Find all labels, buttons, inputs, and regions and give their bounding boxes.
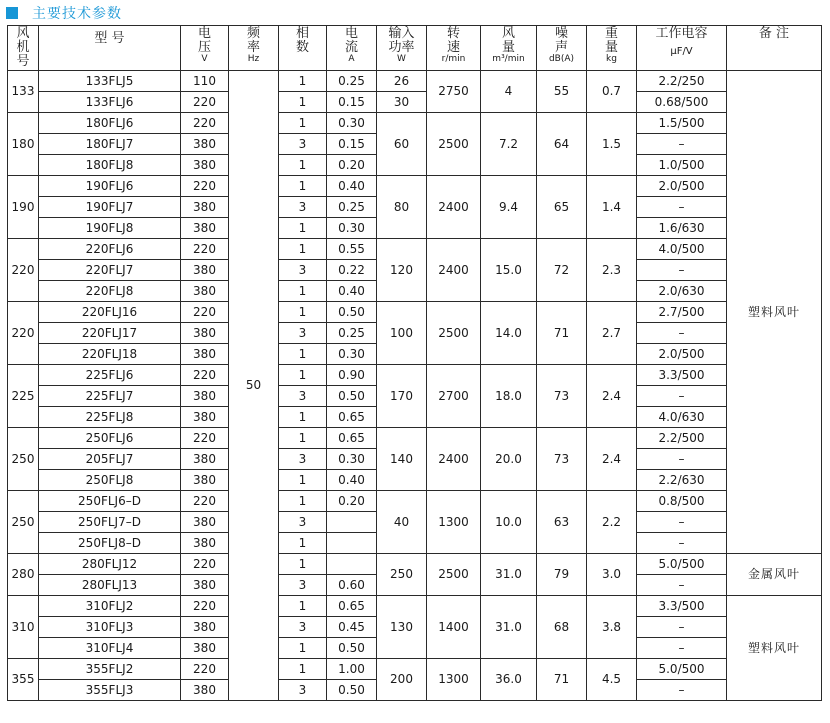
- voltage-cell: 220: [181, 554, 229, 575]
- model-cell: 190FLJ7: [39, 197, 181, 218]
- phase-cell: 1: [279, 71, 327, 92]
- speed-cell: 2500: [427, 554, 481, 596]
- model-cell: 205FLJ7: [39, 449, 181, 470]
- fan-number-cell: 250: [8, 428, 39, 491]
- section-title-text: 主要技术参数: [32, 6, 122, 22]
- current-cell: 0.55: [327, 239, 377, 260]
- model-cell: 180FLJ7: [39, 134, 181, 155]
- airflow-cell: 4: [481, 71, 537, 113]
- current-cell: 0.50: [327, 386, 377, 407]
- header-power: 输入 功率 W: [377, 26, 427, 71]
- power-cell: 120: [377, 239, 427, 302]
- phase-cell: 1: [279, 155, 327, 176]
- capacitor-cell: 2.0/500: [637, 344, 727, 365]
- capacitor-cell: 2.2/630: [637, 470, 727, 491]
- frequency-cell: 50: [229, 71, 279, 701]
- fan-number-cell: 280: [8, 554, 39, 596]
- noise-cell: 73: [537, 428, 587, 491]
- model-cell: 190FLJ6: [39, 176, 181, 197]
- model-cell: 220FLJ7: [39, 260, 181, 281]
- fan-number-cell: 355: [8, 659, 39, 701]
- capacitor-cell: 2.2/500: [637, 428, 727, 449]
- phase-cell: 1: [279, 428, 327, 449]
- current-cell: 0.25: [327, 323, 377, 344]
- power-cell: 60: [377, 113, 427, 176]
- phase-cell: 3: [279, 575, 327, 596]
- model-cell: 133FLJ5: [39, 71, 181, 92]
- current-cell: 1.00: [327, 659, 377, 680]
- weight-cell: 1.4: [587, 176, 637, 239]
- weight-cell: 3.8: [587, 596, 637, 659]
- model-cell: 180FLJ6: [39, 113, 181, 134]
- table-row: [8, 596, 822, 617]
- phase-cell: 1: [279, 596, 327, 617]
- weight-cell: 2.2: [587, 491, 637, 554]
- capacitor-cell: 2.2/250: [637, 71, 727, 92]
- voltage-cell: 380: [181, 449, 229, 470]
- header-speed: 转 速 r/min: [427, 26, 481, 71]
- current-cell: 0.15: [327, 92, 377, 113]
- airflow-cell: 10.0: [481, 491, 537, 554]
- current-cell: 0.90: [327, 365, 377, 386]
- capacitor-cell: –: [637, 260, 727, 281]
- voltage-cell: 220: [181, 92, 229, 113]
- voltage-cell: 220: [181, 596, 229, 617]
- weight-cell: 4.5: [587, 659, 637, 701]
- model-cell: 310FLJ2: [39, 596, 181, 617]
- power-cell: 40: [377, 491, 427, 554]
- header-current: 电 流 A: [327, 26, 377, 71]
- phase-cell: 1: [279, 239, 327, 260]
- power-cell: 170: [377, 365, 427, 428]
- phase-cell: 3: [279, 617, 327, 638]
- fan-number-cell: 220: [8, 302, 39, 365]
- table-row: [8, 92, 822, 113]
- phase-cell: 1: [279, 176, 327, 197]
- capacitor-cell: 1.0/500: [637, 155, 727, 176]
- phase-cell: 3: [279, 134, 327, 155]
- current-cell: 0.45: [327, 617, 377, 638]
- voltage-cell: 380: [181, 680, 229, 701]
- capacitor-cell: 2.0/630: [637, 281, 727, 302]
- model-cell: 355FLJ3: [39, 680, 181, 701]
- weight-cell: 1.5: [587, 113, 637, 176]
- remark-cell: 金属风叶: [727, 554, 822, 596]
- speed-cell: 1400: [427, 596, 481, 659]
- speed-cell: 2400: [427, 176, 481, 239]
- current-cell: 0.65: [327, 407, 377, 428]
- capacitor-cell: 1.5/500: [637, 113, 727, 134]
- airflow-cell: 31.0: [481, 554, 537, 596]
- voltage-cell: 220: [181, 302, 229, 323]
- speed-cell: 2500: [427, 113, 481, 176]
- table-row: [8, 113, 822, 134]
- airflow-cell: 14.0: [481, 302, 537, 365]
- current-cell: 0.30: [327, 113, 377, 134]
- phase-cell: 1: [279, 638, 327, 659]
- current-cell: [327, 533, 377, 554]
- current-cell: 0.25: [327, 71, 377, 92]
- capacitor-cell: 0.68/500: [637, 92, 727, 113]
- voltage-cell: 220: [181, 176, 229, 197]
- header-model: 型 号: [39, 26, 181, 71]
- voltage-cell: 220: [181, 659, 229, 680]
- current-cell: 0.40: [327, 176, 377, 197]
- voltage-cell: 380: [181, 281, 229, 302]
- model-cell: 220FLJ18: [39, 344, 181, 365]
- capacitor-cell: –: [637, 533, 727, 554]
- table-row: [8, 239, 822, 260]
- capacitor-cell: –: [637, 680, 727, 701]
- phase-cell: 1: [279, 365, 327, 386]
- speed-cell: 1300: [427, 659, 481, 701]
- phase-cell: 3: [279, 449, 327, 470]
- fan-number-cell: 310: [8, 596, 39, 659]
- capacitor-cell: 3.3/500: [637, 596, 727, 617]
- fan-number-cell: 180: [8, 113, 39, 176]
- capacitor-cell: –: [637, 638, 727, 659]
- remark-cell: 塑料风叶: [727, 71, 822, 554]
- airflow-cell: 7.2: [481, 113, 537, 176]
- capacitor-cell: –: [637, 323, 727, 344]
- voltage-cell: 380: [181, 638, 229, 659]
- table-row: [8, 302, 822, 323]
- voltage-cell: 380: [181, 617, 229, 638]
- voltage-cell: 380: [181, 575, 229, 596]
- title-square-icon: [6, 7, 18, 19]
- voltage-cell: 380: [181, 344, 229, 365]
- noise-cell: 72: [537, 239, 587, 302]
- speed-cell: 2400: [427, 428, 481, 491]
- current-cell: 0.40: [327, 470, 377, 491]
- airflow-cell: 9.4: [481, 176, 537, 239]
- section-title: [6, 3, 122, 23]
- phase-cell: 1: [279, 554, 327, 575]
- phase-cell: 1: [279, 491, 327, 512]
- voltage-cell: 380: [181, 533, 229, 554]
- model-cell: 180FLJ8: [39, 155, 181, 176]
- header-phase: 相 数: [279, 26, 327, 71]
- weight-cell: 3.0: [587, 554, 637, 596]
- table-row: [8, 176, 822, 197]
- speed-cell: 1300: [427, 491, 481, 554]
- noise-cell: 73: [537, 365, 587, 428]
- capacitor-cell: –: [637, 575, 727, 596]
- capacitor-cell: 5.0/500: [637, 659, 727, 680]
- airflow-cell: 31.0: [481, 596, 537, 659]
- speed-cell: 2500: [427, 302, 481, 365]
- voltage-cell: 380: [181, 470, 229, 491]
- noise-cell: 55: [537, 71, 587, 113]
- spec-table: [7, 25, 822, 701]
- model-cell: 250FLJ8–D: [39, 533, 181, 554]
- current-cell: 0.50: [327, 302, 377, 323]
- table-row: [8, 659, 822, 680]
- fan-number-cell: 133: [8, 71, 39, 113]
- phase-cell: 1: [279, 659, 327, 680]
- voltage-cell: 380: [181, 407, 229, 428]
- header-voltage: 电 压 V: [181, 26, 229, 71]
- capacitor-cell: 2.7/500: [637, 302, 727, 323]
- weight-cell: 2.4: [587, 428, 637, 491]
- table-row: [8, 428, 822, 449]
- capacitor-cell: 3.3/500: [637, 365, 727, 386]
- current-cell: 0.22: [327, 260, 377, 281]
- current-cell: [327, 512, 377, 533]
- phase-cell: 1: [279, 533, 327, 554]
- airflow-cell: 15.0: [481, 239, 537, 302]
- current-cell: 0.15: [327, 134, 377, 155]
- airflow-cell: 36.0: [481, 659, 537, 701]
- current-cell: 0.25: [327, 197, 377, 218]
- capacitor-cell: –: [637, 449, 727, 470]
- fan-number-cell: 220: [8, 239, 39, 302]
- capacitor-cell: 4.0/630: [637, 407, 727, 428]
- table-row: [8, 365, 822, 386]
- voltage-cell: 380: [181, 512, 229, 533]
- header-weight: 重 量 kg: [587, 26, 637, 71]
- fan-number-cell: 190: [8, 176, 39, 239]
- model-cell: 225FLJ8: [39, 407, 181, 428]
- noise-cell: 71: [537, 659, 587, 701]
- capacitor-cell: 0.8/500: [637, 491, 727, 512]
- remark-cell: 塑料风叶: [727, 596, 822, 701]
- voltage-cell: 220: [181, 491, 229, 512]
- voltage-cell: 380: [181, 197, 229, 218]
- phase-cell: 3: [279, 323, 327, 344]
- fan-number-cell: 250: [8, 491, 39, 554]
- capacitor-cell: –: [637, 386, 727, 407]
- power-cell: 100: [377, 302, 427, 365]
- voltage-cell: 380: [181, 323, 229, 344]
- current-cell: 0.40: [327, 281, 377, 302]
- header-capacitor: 工作电容 μF/V: [637, 26, 727, 71]
- airflow-cell: 20.0: [481, 428, 537, 491]
- model-cell: 225FLJ6: [39, 365, 181, 386]
- weight-cell: 2.4: [587, 365, 637, 428]
- weight-cell: 2.3: [587, 239, 637, 302]
- voltage-cell: 380: [181, 155, 229, 176]
- current-cell: 0.20: [327, 155, 377, 176]
- capacitor-cell: 5.0/500: [637, 554, 727, 575]
- header-remark: 备 注: [727, 26, 822, 71]
- phase-cell: 1: [279, 407, 327, 428]
- phase-cell: 3: [279, 260, 327, 281]
- current-cell: 0.50: [327, 680, 377, 701]
- noise-cell: 68: [537, 596, 587, 659]
- capacitor-cell: 2.0/500: [637, 176, 727, 197]
- phase-cell: 3: [279, 512, 327, 533]
- capacitor-cell: –: [637, 617, 727, 638]
- airflow-cell: 18.0: [481, 365, 537, 428]
- noise-cell: 71: [537, 302, 587, 365]
- phase-cell: 1: [279, 281, 327, 302]
- voltage-cell: 220: [181, 113, 229, 134]
- phase-cell: 3: [279, 197, 327, 218]
- phase-cell: 1: [279, 218, 327, 239]
- table-body: [8, 71, 822, 701]
- speed-cell: 2750: [427, 71, 481, 113]
- phase-cell: 3: [279, 680, 327, 701]
- current-cell: 0.30: [327, 449, 377, 470]
- voltage-cell: 380: [181, 134, 229, 155]
- fan-number-cell: 225: [8, 365, 39, 428]
- model-cell: 220FLJ8: [39, 281, 181, 302]
- current-cell: 0.60: [327, 575, 377, 596]
- phase-cell: 1: [279, 113, 327, 134]
- current-cell: 0.20: [327, 491, 377, 512]
- capacitor-cell: 4.0/500: [637, 239, 727, 260]
- weight-cell: 0.7: [587, 71, 637, 113]
- model-cell: 220FLJ17: [39, 323, 181, 344]
- power-cell: 200: [377, 659, 427, 701]
- voltage-cell: 380: [181, 386, 229, 407]
- speed-cell: 2700: [427, 365, 481, 428]
- phase-cell: 1: [279, 92, 327, 113]
- current-cell: 0.65: [327, 428, 377, 449]
- model-cell: 250FLJ6–D: [39, 491, 181, 512]
- current-cell: [327, 554, 377, 575]
- model-cell: 190FLJ8: [39, 218, 181, 239]
- noise-cell: 65: [537, 176, 587, 239]
- current-cell: 0.30: [327, 344, 377, 365]
- model-cell: 355FLJ2: [39, 659, 181, 680]
- table-row: [8, 491, 822, 512]
- capacitor-cell: 1.6/630: [637, 218, 727, 239]
- model-cell: 250FLJ6: [39, 428, 181, 449]
- power-cell: 30: [377, 92, 427, 113]
- noise-cell: 63: [537, 491, 587, 554]
- power-cell: 80: [377, 176, 427, 239]
- model-cell: 133FLJ6: [39, 92, 181, 113]
- table-row: [8, 554, 822, 575]
- header-frequency: 频 率 Hz: [229, 26, 279, 71]
- model-cell: 280FLJ13: [39, 575, 181, 596]
- voltage-cell: 380: [181, 260, 229, 281]
- voltage-cell: 380: [181, 218, 229, 239]
- phase-cell: 3: [279, 386, 327, 407]
- model-cell: 225FLJ7: [39, 386, 181, 407]
- capacitor-cell: –: [637, 134, 727, 155]
- model-cell: 280FLJ12: [39, 554, 181, 575]
- model-cell: 250FLJ7–D: [39, 512, 181, 533]
- voltage-cell: 220: [181, 239, 229, 260]
- model-cell: 310FLJ4: [39, 638, 181, 659]
- model-cell: 310FLJ3: [39, 617, 181, 638]
- voltage-cell: 220: [181, 428, 229, 449]
- phase-cell: 1: [279, 470, 327, 491]
- header-airflow: 风 量 m³/min: [481, 26, 537, 71]
- current-cell: 0.50: [327, 638, 377, 659]
- voltage-cell: 110: [181, 71, 229, 92]
- phase-cell: 1: [279, 302, 327, 323]
- noise-cell: 64: [537, 113, 587, 176]
- power-cell: 250: [377, 554, 427, 596]
- header-fan: 风 机 号: [8, 26, 39, 71]
- noise-cell: 79: [537, 554, 587, 596]
- power-cell: 140: [377, 428, 427, 491]
- capacitor-cell: –: [637, 197, 727, 218]
- model-cell: 220FLJ16: [39, 302, 181, 323]
- voltage-cell: 220: [181, 365, 229, 386]
- power-cell: 130: [377, 596, 427, 659]
- speed-cell: 2400: [427, 239, 481, 302]
- weight-cell: 2.7: [587, 302, 637, 365]
- table-header: [8, 26, 822, 71]
- current-cell: 0.30: [327, 218, 377, 239]
- capacitor-cell: –: [637, 512, 727, 533]
- model-cell: 250FLJ8: [39, 470, 181, 491]
- header-noise: 噪 声 dB(A): [537, 26, 587, 71]
- table-row: [8, 71, 822, 92]
- power-cell: 26: [377, 71, 427, 92]
- current-cell: 0.65: [327, 596, 377, 617]
- model-cell: 220FLJ6: [39, 239, 181, 260]
- phase-cell: 1: [279, 344, 327, 365]
